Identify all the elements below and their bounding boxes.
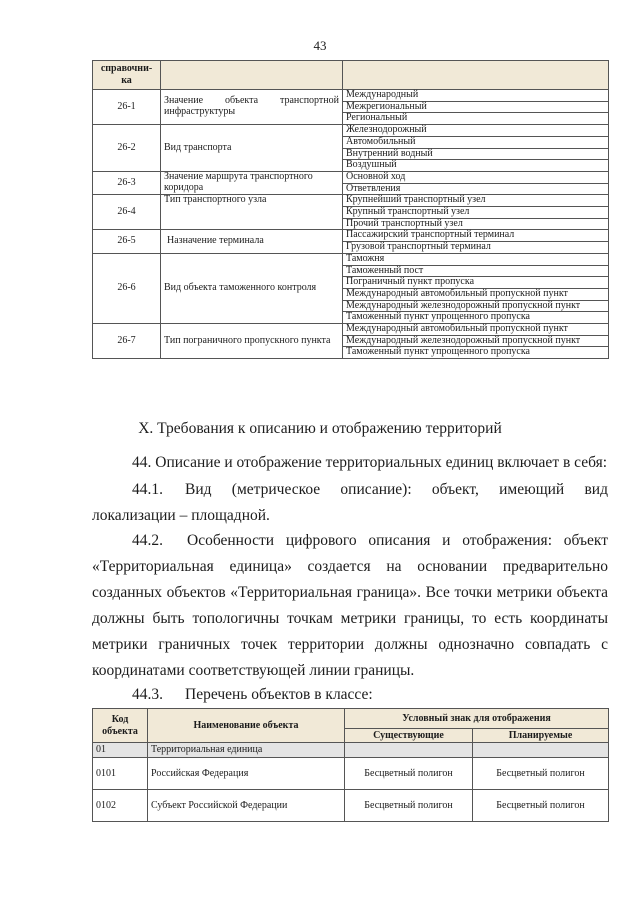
header-planned: Планируемые (473, 729, 609, 743)
table-cell-name: Назначение терминала (161, 230, 343, 253)
table-cell-value: Прочий транспортный узел (343, 218, 609, 230)
table-cell-name: Российская Федерация (148, 758, 345, 790)
table-cell-value: Воздушный (343, 160, 609, 172)
paragraph-text: Особенности цифрового описания и отображения: объект «Территориальная единица» создается на основании предварительно созданных объектов «Территориальная граница». Все точки метрики объекта должны быть топологичны точкам метрики границы, то есть координаты метрики граничных точек территории должны однозначно совпадать с координатами соответствующей линии границы. (92, 532, 608, 679)
table-cell-code: 26-3 (93, 171, 161, 194)
paragraph-44-2 (92, 528, 608, 684)
table-cell-value: Международный автомобильный пропускной пункт (343, 324, 609, 336)
table-cell-existing: Бесцветный полигон (345, 758, 473, 790)
header-sign: Условный знак для отображения (345, 709, 609, 729)
header-code: Код объекта (93, 709, 148, 743)
table-cell-value: Международный железнодорожный пропускной пункт (343, 335, 609, 347)
paragraph-number: 44.1. (132, 481, 163, 498)
paragraph-44-3 (92, 682, 608, 708)
page-number: 43 (313, 38, 327, 53)
table-cell-code: 26-6 (93, 253, 161, 323)
table-cell-name: Субъект Российской Федерации (148, 790, 345, 822)
reference-table (92, 60, 609, 359)
object-list-table (92, 708, 609, 822)
table-cell-value: Крупный транспортный узел (343, 207, 609, 219)
table-cell-value: Крупнейший транспортный узел (343, 195, 609, 207)
header-name: Наименование объекта (148, 709, 345, 743)
paragraph-number: 44.2. (132, 532, 163, 549)
table-cell-value: Таможня (343, 253, 609, 265)
table-cell-code: 26-1 (93, 90, 161, 125)
table-cell-value: Международный железнодорожный пропускной пункт (343, 300, 609, 312)
header-cell-values (343, 61, 609, 90)
header-cell-code: справочни-ка (93, 61, 161, 90)
table-cell-name: Вид транспорта (161, 125, 343, 172)
table-cell-value: Основной ход (343, 171, 609, 183)
table-cell-value: Таможенный пост (343, 265, 609, 277)
table-cell-name: Территориальная единица (148, 743, 345, 758)
table-cell-value: Грузовой транспортный терминал (343, 242, 609, 254)
table-cell-value: Железнодорожный (343, 125, 609, 137)
table-cell-code: 26-2 (93, 125, 161, 172)
table-cell-planned: Бесцветный полигон (473, 758, 609, 790)
section-heading: X. Требования к описанию и отображению территорий (138, 420, 502, 437)
table-cell-code: 26-5 (93, 230, 161, 253)
table-cell-value: Ответвления (343, 183, 609, 195)
table-cell-value: Пассажирский транспортный терминал (343, 230, 609, 242)
paragraph-44-1 (92, 477, 608, 529)
table-cell-value: Международный (343, 90, 609, 102)
table-cell-name: Тип пограничного пропускного пункта (161, 324, 343, 359)
table-cell-value: Автомобильный (343, 136, 609, 148)
table-cell-planned: Бесцветный полигон (473, 790, 609, 822)
table-cell-name: Значение маршрута транспортного коридора (161, 171, 343, 194)
table-cell-value: Международный автомобильный пропускной пункт (343, 288, 609, 300)
table-cell-value: Региональный (343, 113, 609, 125)
paragraph-number: 44.3. (132, 686, 163, 703)
header-cell-name (161, 61, 343, 90)
table-cell-existing (345, 743, 473, 758)
header-existing: Существующие (345, 729, 473, 743)
paragraph-text: Перечень объектов в классе: (185, 686, 373, 703)
table-cell-name: Тип транспортного узла (161, 195, 343, 230)
table-cell-code: 0102 (93, 790, 148, 822)
table-cell-value: Межрегиональный (343, 101, 609, 113)
table-cell-code: 0101 (93, 758, 148, 790)
table-cell-name: Вид объекта таможенного контроля (161, 253, 343, 323)
table-cell-value: Внутренний водный (343, 148, 609, 160)
table-cell-name: Значение объекта транспортной инфраструктуры (161, 90, 343, 125)
table-cell-code: 26-4 (93, 195, 161, 230)
table-cell-code: 01 (93, 743, 148, 758)
table-cell-planned (473, 743, 609, 758)
paragraph-text: Вид (метрическое описание): объект, имеющий вид локализации – площадной. (92, 481, 608, 524)
table-cell-value: Таможенный пункт упрощенного пропуска (343, 312, 609, 324)
table-cell-existing: Бесцветный полигон (345, 790, 473, 822)
paragraph-44: 44. Описание и отображение территориальных единиц включает в себя: (132, 454, 608, 471)
table-cell-value: Таможенный пункт упрощенного пропуска (343, 347, 609, 359)
table-cell-value: Пограничный пункт пропуска (343, 277, 609, 289)
table-cell-code: 26-7 (93, 324, 161, 359)
